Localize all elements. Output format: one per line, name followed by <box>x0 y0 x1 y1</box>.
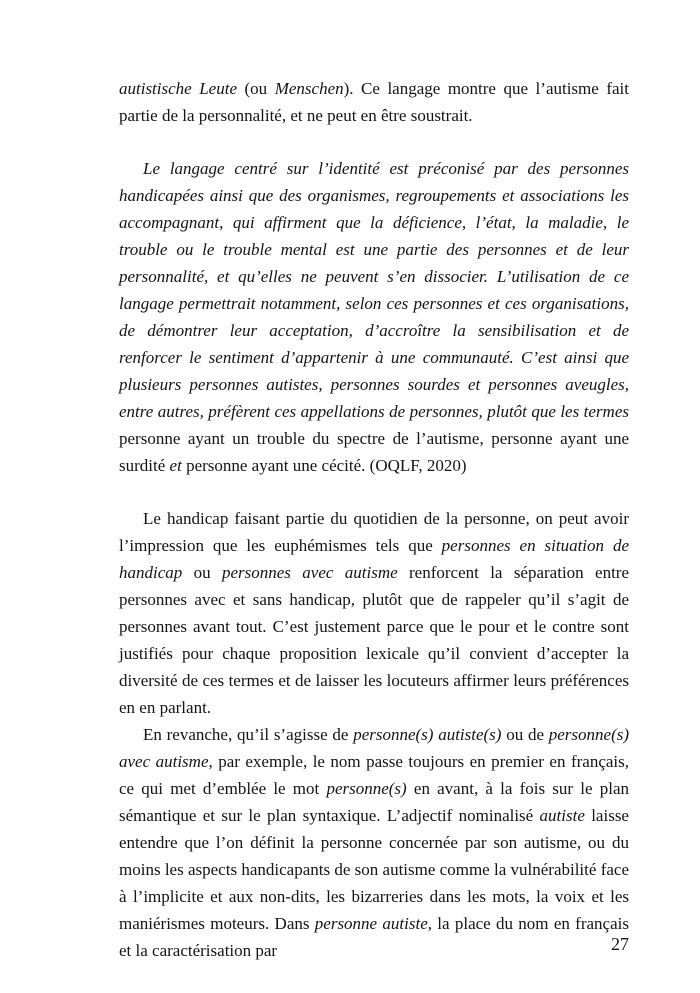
block-quote-oqlf <box>119 155 629 479</box>
page-number: 27 <box>611 934 629 954</box>
quote-italic-et: et <box>169 456 182 475</box>
quote-text: Le langage centré sur l’identité est préconisé par des personnes handicapées ainsi que des organismes, regroupements et associations les accompagnant, qui affirment que la déficience, l’état, la maladie, le trouble ou le trouble mental est une partie des personnes et de leur personnalité, et qu’elles ne peuvent s’en dissocier. L’utilisation de ce langage permettrait notamment, selon ces personnes et ces organisations, de démontrer leur acceptation, d’accroître la sensibilisation et de renforcer le sentiment d’appartenir à une communauté. C’est ainsi que plusieurs personnes autistes, personnes sourdes et personnes aveugles, entre autres, préfèrent ces appellations de personnes, plutôt que les termes <box>119 159 629 421</box>
paragraph-en-revanche <box>119 721 629 964</box>
term-personnes-avec-autisme-2: personne(s) avec autisme <box>119 725 630 771</box>
text-run: ou <box>182 563 222 582</box>
text-run: renforcent la séparation entre personnes avec et sans handicap, plutôt que de rappeler qu’il s’agit de personnes avant tout. C’est justement parce que le pour et le contre sont justifiés pour chaque proposition lexicale qu’il convient d’accepter la diversité de ces termes et de laisser les locuteurs affirmer leurs préférences en en parlant. <box>119 563 630 717</box>
page-body <box>119 75 629 964</box>
text-run: Le handicap faisant partie du quotidien de la personne, on peut avoir l’impression que les euphémismes tels que <box>119 509 629 555</box>
text-run: en avant, à la fois sur le plan sémantique et sur le plan syntaxique. L’adjectif nominalisé <box>119 779 629 825</box>
term-menschen: Menschen <box>274 79 344 98</box>
text-run: laisse entendre que l’on définit la personne concernée par son autisme, ou du moins les aspects handicapants de son autisme comme la vulnérabilité face à l’implicite et aux non-dits, les bizarreries dans les mots, la voix et les maniérismes moteurs. Dans <box>119 806 629 933</box>
paragraph-handicap <box>119 505 629 721</box>
text-run: ). Ce langage montre que l’autisme fait partie de la personnalité, et ne peut en être soustrait. <box>119 79 629 125</box>
text-run: , la place du nom en français et la caractérisation par <box>119 914 629 960</box>
paragraph-continuation <box>119 75 629 129</box>
text-run: , par exemple, le nom passe toujours en premier en français, ce qui met d’emblée le mot <box>119 752 629 798</box>
term-personne-autiste: personne autiste <box>314 914 428 933</box>
text-run: En revanche, qu’il s’agisse de <box>143 725 354 744</box>
term-situation-de-handicap: personnes en situation de handicap <box>119 536 629 582</box>
term-autiste: autiste <box>539 806 585 825</box>
term-autistische-leute: autistische Leute <box>119 79 237 98</box>
text-run: ou de <box>501 725 549 744</box>
term-personnes: personne(s) <box>326 779 407 798</box>
term-personnes-autistes: personne(s) autiste(s) <box>353 725 502 744</box>
quote-upright-run: personne ayant un trouble du spectre de l’autisme, personne ayant une surdité <box>119 429 629 475</box>
quote-citation: personne ayant une cécité. (OQLF, 2020) <box>181 456 467 475</box>
term-personnes-avec-autisme: personnes avec autisme <box>221 563 398 582</box>
text-run: (ou <box>237 79 275 98</box>
